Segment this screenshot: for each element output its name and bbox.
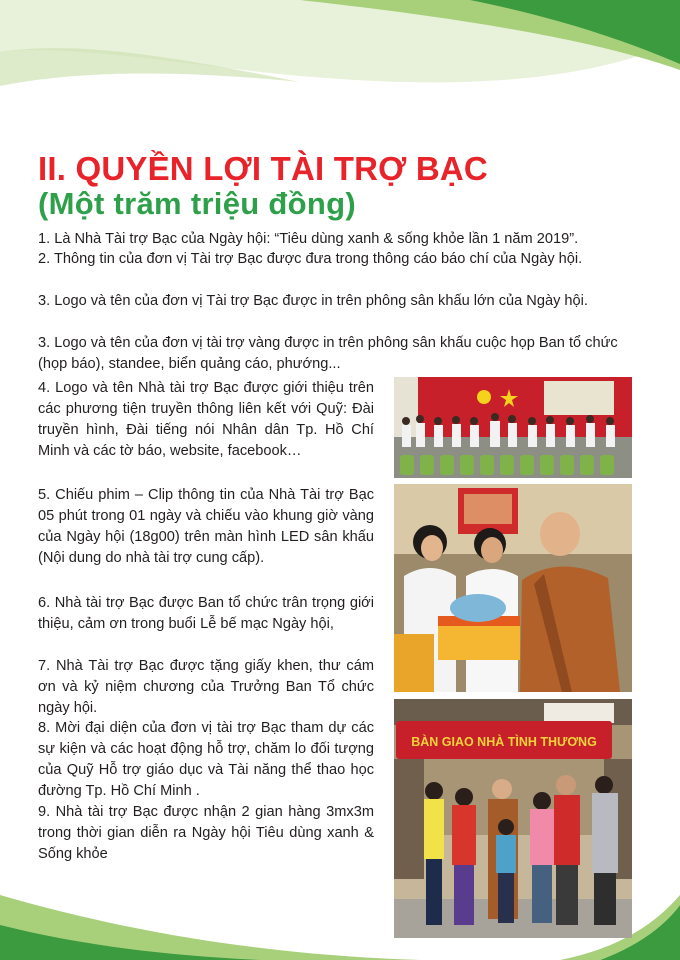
- list-item: 8. Mời đại diện của đơn vị tài trợ Bạc tham dự các sự kiện và các hoạt động hỗ trợ, chăm lo đối tượng của Quỹ Hỗ trợ giáo dục và Tài năng thể thao học đường Tp. Hồ Chí Minh .: [38, 720, 374, 799]
- list-item: 1. Là Nhà Tài trợ Bạc của Ngày hội: “Tiêu dùng xanh & sống khỏe lần 1 năm 2019”.: [38, 231, 579, 247]
- list-item: 7. Nhà Tài trợ Bạc được tặng giấy khen, thư cám ơn và kỷ niệm chương của Trưởng Ban Tổ chức ngày hội.: [38, 658, 374, 716]
- page-subtitle: (Một trăm triệu đồng): [38, 186, 356, 221]
- list-item: 2. Thông tin của đơn vị Tài trợ Bạc được đưa trong thông cáo báo chí của Ngày hội.: [38, 251, 583, 267]
- list-item: 5. Chiếu phim – Clip thông tin của Nhà Tài trợ Bạc 05 phút trong 01 ngày và chiếu vào khung giờ vàng của Ngày hội (18g00) trên màn hình LED sân khấu (Nội dung do nhà tài trợ cung cấp).: [38, 487, 374, 566]
- page-title: II. QUYỀN LỢI TÀI TRỢ BẠC: [38, 150, 488, 187]
- list-item: 3. Logo và tên của đơn vị Tài trợ Bạc được in trên phông sân khấu lớn của Ngày hội.: [38, 293, 588, 309]
- list-item: 4. Logo và tên Nhà tài trợ Bạc được giới thiệu trên các phương tiện truyền thông liên kết với Quỹ: Đài truyền hình, Đài tiếng nói Nhân dân Tp. Hồ Chí Minh và các tờ báo, website, facebook…: [38, 380, 374, 459]
- list-item: 3. Logo và tên của đơn vị tài trợ vàng được in trên phông sân khấu cuộc họp Ban tổ chức (họp báo), standee, biển quảng cáo, phướng...: [38, 335, 618, 372]
- banner-text: BÀN GIAO NHÀ TÌNH THƯƠNG: [411, 735, 597, 749]
- list-item: 9. Nhà tài trợ Bạc được nhận 2 gian hàng 3mx3m trong thời gian diễn ra Ngày hội Tiêu dùng xanh & Sống khỏe: [38, 804, 374, 862]
- event-photo-gift-giving: [394, 484, 632, 692]
- event-photo-ceremony: [394, 377, 632, 478]
- event-photo-house-handover: [394, 699, 632, 938]
- list-item: 6. Nhà tài trợ Bạc được Ban tổ chức trân trọng giới thiệu, cảm ơn trong buổi Lễ bế mạc Ngày hội,: [38, 595, 374, 632]
